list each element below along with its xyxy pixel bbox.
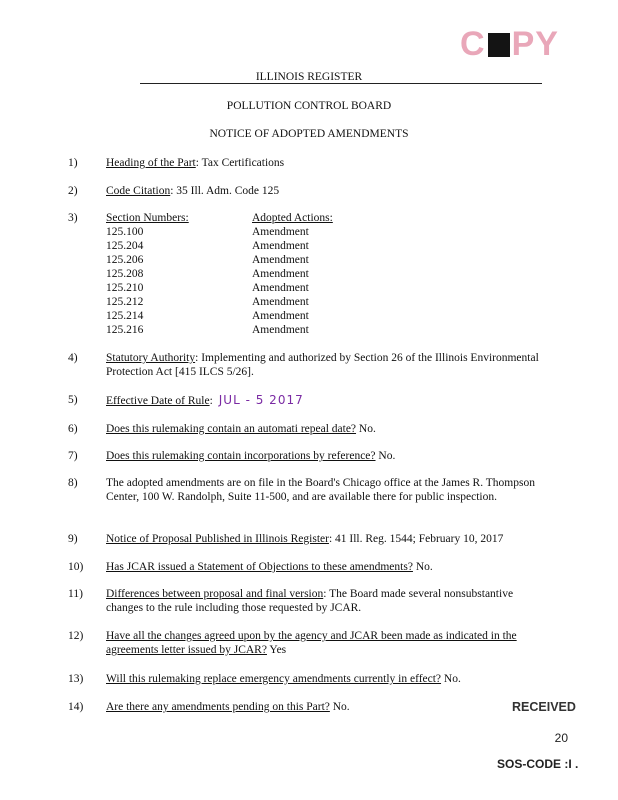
item-code-citation: Code Citation: 35 Ill. Adm. Code 125 xyxy=(106,185,280,197)
header-rule xyxy=(140,83,542,84)
item-number: 3) xyxy=(68,212,78,224)
item-number: 4) xyxy=(68,352,78,364)
copy-stamp: C PY xyxy=(460,25,559,63)
item-heading-of-part: Heading of the Part: Tax Certifications xyxy=(106,157,285,169)
item-notice-of-proposal: Notice of Proposal Published in Illinois Register: 41 Ill. Reg. 1544; February 10, 2017 xyxy=(106,533,504,545)
table-row xyxy=(106,309,366,323)
item-number: 14) xyxy=(68,701,84,713)
register-title: ILLINOIS REGISTER xyxy=(255,71,363,83)
section-number: 125.216 xyxy=(106,324,144,336)
item-number: 7) xyxy=(68,450,78,462)
section-number: 125.204 xyxy=(106,240,144,252)
item-number: 2) xyxy=(68,185,78,197)
section-action: Amendment xyxy=(252,268,309,280)
item-statutory-authority: Statutory Authority: Implementing and authorized by Section 26 of the Illinois Environmental Protection Act [415 ILCS 5/26]. xyxy=(106,352,539,378)
item-automatic-repeal: Does this rulemaking contain an automati repeal date? No. xyxy=(106,423,376,435)
item-number: 1) xyxy=(68,157,78,169)
item-number: 13) xyxy=(68,673,84,685)
table-row xyxy=(106,295,366,309)
section-numbers-header: Section Numbers: xyxy=(106,212,189,224)
item-number: 12) xyxy=(68,630,84,642)
sections-table xyxy=(106,211,366,337)
table-row xyxy=(106,225,366,239)
adopted-actions-header: Adopted Actions: xyxy=(252,212,333,224)
handwritten-date: JUL - 5 2017 xyxy=(218,393,304,407)
board-title: POLLUTION CONTROL BOARD xyxy=(226,100,392,112)
section-number: 125.100 xyxy=(106,226,144,238)
item-file-location: The adopted amendments are on file in the Board's Chicago office at the James R. Thompson Center, 100 W. Randolph, Suite 11-500, and are available there for public inspection. xyxy=(106,477,535,503)
section-number: 125.214 xyxy=(106,310,144,322)
item-number: 8) xyxy=(68,477,78,489)
received-stamp: RECEIVED xyxy=(512,700,576,714)
section-action: Amendment xyxy=(252,296,309,308)
item-jcar-objections: Has JCAR issued a Statement of Objections to these amendments? No. xyxy=(106,561,433,573)
table-row xyxy=(106,267,366,281)
item-agreed-changes: Have all the changes agreed upon by the agency and JCAR been made as indicated in the agreements letter issued by JCAR? Yes xyxy=(106,630,517,656)
table-row xyxy=(106,253,366,267)
sos-code-stamp: SOS-CODE :I . xyxy=(497,757,579,771)
section-number: 125.212 xyxy=(106,296,144,308)
section-action: Amendment xyxy=(252,226,309,238)
section-number: 125.210 xyxy=(106,282,144,294)
section-action: Amendment xyxy=(252,310,309,322)
table-row xyxy=(106,239,366,253)
item-number: 6) xyxy=(68,423,78,435)
redaction-block xyxy=(488,33,510,57)
item-number: 9) xyxy=(68,533,78,545)
item-incorporations: Does this rulemaking contain incorporations by reference? No. xyxy=(106,450,396,462)
section-number: 125.206 xyxy=(106,254,144,266)
section-action: Amendment xyxy=(252,282,309,294)
received-date: 20 xyxy=(554,731,568,745)
section-action: Amendment xyxy=(252,240,309,252)
table-row xyxy=(106,323,366,337)
item-number: 10) xyxy=(68,561,84,573)
table-row xyxy=(106,281,366,295)
item-pending-amendments: Are there any amendments pending on this Part? No. xyxy=(106,701,350,713)
item-number: 11) xyxy=(68,588,83,600)
section-number: 125.208 xyxy=(106,268,144,280)
item-differences: Differences between proposal and final version: The Board made several nonsubstantive changes to the rule including those requested by JCAR. xyxy=(106,588,514,614)
item-emergency-amendments: Will this rulemaking replace emergency amendments currently in effect? No. xyxy=(106,673,461,685)
section-action: Amendment xyxy=(252,254,309,266)
notice-title: NOTICE OF ADOPTED AMENDMENTS xyxy=(209,128,409,140)
item-effective-date: Effective Date of Rule: JUL - 5 2017 xyxy=(106,393,304,407)
item-number: 5) xyxy=(68,394,78,406)
sections-header-row xyxy=(106,211,366,225)
section-action: Amendment xyxy=(252,324,309,336)
